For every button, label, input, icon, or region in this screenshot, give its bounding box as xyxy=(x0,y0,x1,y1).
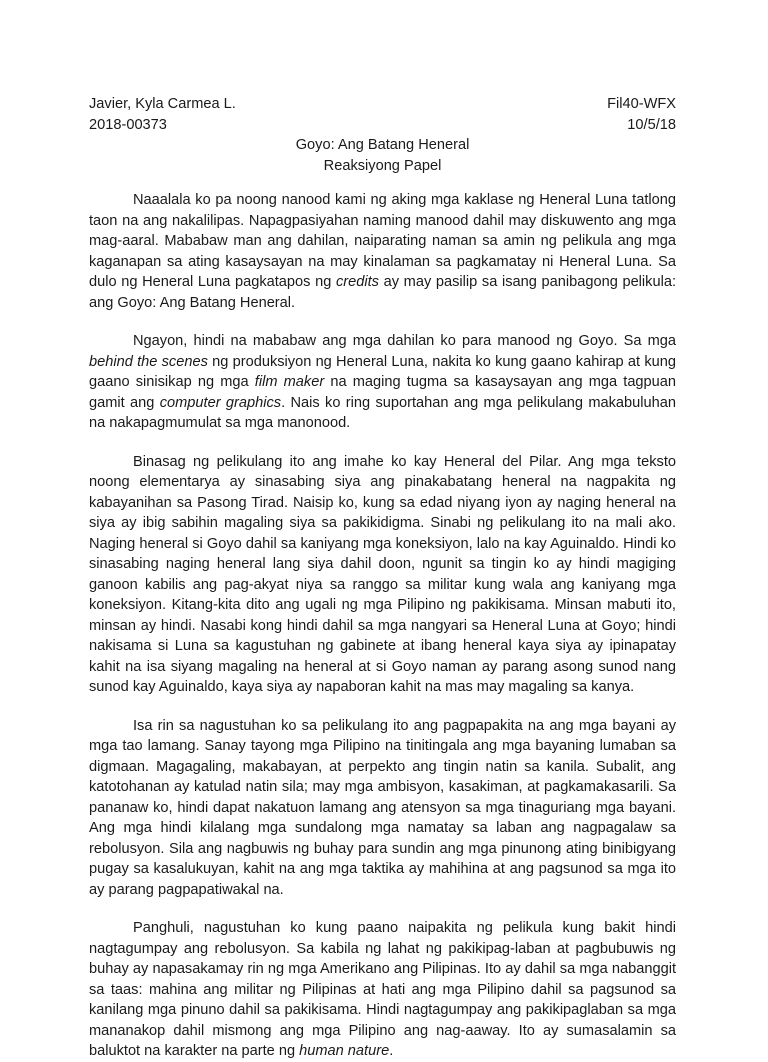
italic-term: credits xyxy=(335,274,379,290)
italic-term: behind the scenes xyxy=(89,353,208,370)
paragraph-5: Panghuli, nagustuhan ko kung paano naipakita ng pelikula kung bakit hindi nagtagumpay ang rebolusyon. Sa kabila ng lahat ng pakikipag-laban at pagbubuwis ng buhay ay napasakamay rin ng mga Amerikano ang Pilipinas. Ito ay dahil sa mga nabanggit sa taas: mahina ang militar ng Pilipinas at hati ang mga Pilipino dahil sa pagsunod sa kanilang mga pinuno dahil sa pakikisama. Hindi nagtagumpay ang pakikipaglaban sa mga mananakop dahil mismong ang mga Pilipino ang nag-aaway. Ito ay sumasalamin sa baluktot na karakter na parte ng human nature. xyxy=(89,920,676,1059)
author-name: Javier, Kyla Carmea L. xyxy=(89,96,236,112)
body-text xyxy=(89,190,676,1062)
student-id: 2018-00373 xyxy=(89,116,167,133)
paragraph-2: Ngayon, hindi na mababaw ang mga dahilan ko para manood ng Goyo. Sa mga behind the scenes ng produksiyon ng Heneral Luna, nakita ko kung gaano kahirap at kung gaano sinisikap ng mga film maker na maging tugma sa kasaysayan ang mga tagpuan gamit ang computer graphics. Nais ko ring suportahan ang mga pelikulang makabuluhan na nakapagmumulat sa mga manonood. xyxy=(89,333,677,431)
paragraph-3: Binasag ng pelikulang ito ang imahe ko kay Heneral del Pilar. Ang mga teksto noong elementarya ay sinasabing siya ang pinakabatang heneral na nagpakita ng kabayanihan sa Pasong Tirad. Naisip ko, kung sa edad niyang iyon ay naging heneral na siya ay ibig sabihin magaling siya sa pakikidigma. Sinabi ng pelikulang ito na mali ako. Naging heneral si Goyo dahil sa kaniyang mga koneksiyon, lalo na kay Aguinaldo. Hindi ko sinasabing naging heneral lang siya dahil doon, ngunit sa tingin ko ay hindi magiging ganoon kabilis ang pag-akyat niya sa ranggo sa militar kung wala ang kaniyang mga koneksiyon. Kitang-kita dito ang ugali ng mga Pilipino ng pakikisama. Minsan mabuti ito, minsan ay hindi. Nasabi kong hindi dahil sa mga nangyari sa Heneral Luna at Goyo; hindi nakisama si Luna sa kagustuhan ng gabinete at ibang heneral kaya siya ay ipinapatay kahit na isa siyang magaling na heneral at si Goyo naman ay parang asong sunod nang sunod kay Aguinaldo, kaya siya ay napaboran kahit na mas may magaling sa kanya. xyxy=(89,453,676,695)
paragraph-1: Naaalala ko pa noong nanood kami ng aking mga kaklase ng Heneral Luna tatlong taon na ang nakalilipas. Napagpasiyahan naming manood dahil may diskuwento ang mga mag-aaral. Mababaw man ang dahilan, naiparating naman sa amin ng pelikula ang mga kaganapan sa ating kasaysayan na may kinalaman sa pagkamatay ni Heneral Luna. Sa dulo ng Heneral Luna pagkatapos ng credits ay may pasilip sa isang panibagong pelikula: ang Goyo: Ang Batang Heneral. xyxy=(89,192,676,311)
course-code: Fil40-WFX xyxy=(607,96,676,112)
italic-term: film maker xyxy=(254,374,325,390)
header-row-2 xyxy=(89,115,676,136)
document-subtitle: Reaksiyong Papel xyxy=(323,157,442,174)
date: 10/5/18 xyxy=(627,116,676,133)
title-block xyxy=(89,135,676,176)
italic-term: human nature xyxy=(299,1043,390,1059)
document-title: Goyo: Ang Batang Heneral xyxy=(295,137,470,153)
paragraph-4: Isa rin sa nagustuhan ko sa pelikulang ito ang pagpapakita na ang mga bayani ay mga tao lamang. Sanay tayong mga Pilipino na tinitingala ang mga bayaning lumaban sa digmaan. Magagaling, makabayan, at perpekto ang tingin natin sa kanila. Subalit, ang katotohanan ay katulad natin sila; may mga ambisyon, kasakiman, at pagkamakasarili. Sa pananaw ko, hindi dapat nakatuon lamang ang atensyon sa mga tinaguriang mga bayani. Ang mga hindi kilalang mga sundalong mga namatay sa laban ang nagpagalaw sa rebolusyon. Sila ang nagbuwis ng buhay para sundin ang mga pinunong ating binibigyang pugay sa kasalukuyan, kahit na ang mga taktika ay mahihina at ang pagsunod sa mga ito ay parang pagpapatiwakal na. xyxy=(89,717,676,898)
italic-term: computer graphics xyxy=(159,394,282,411)
header-row-1 xyxy=(89,94,676,115)
